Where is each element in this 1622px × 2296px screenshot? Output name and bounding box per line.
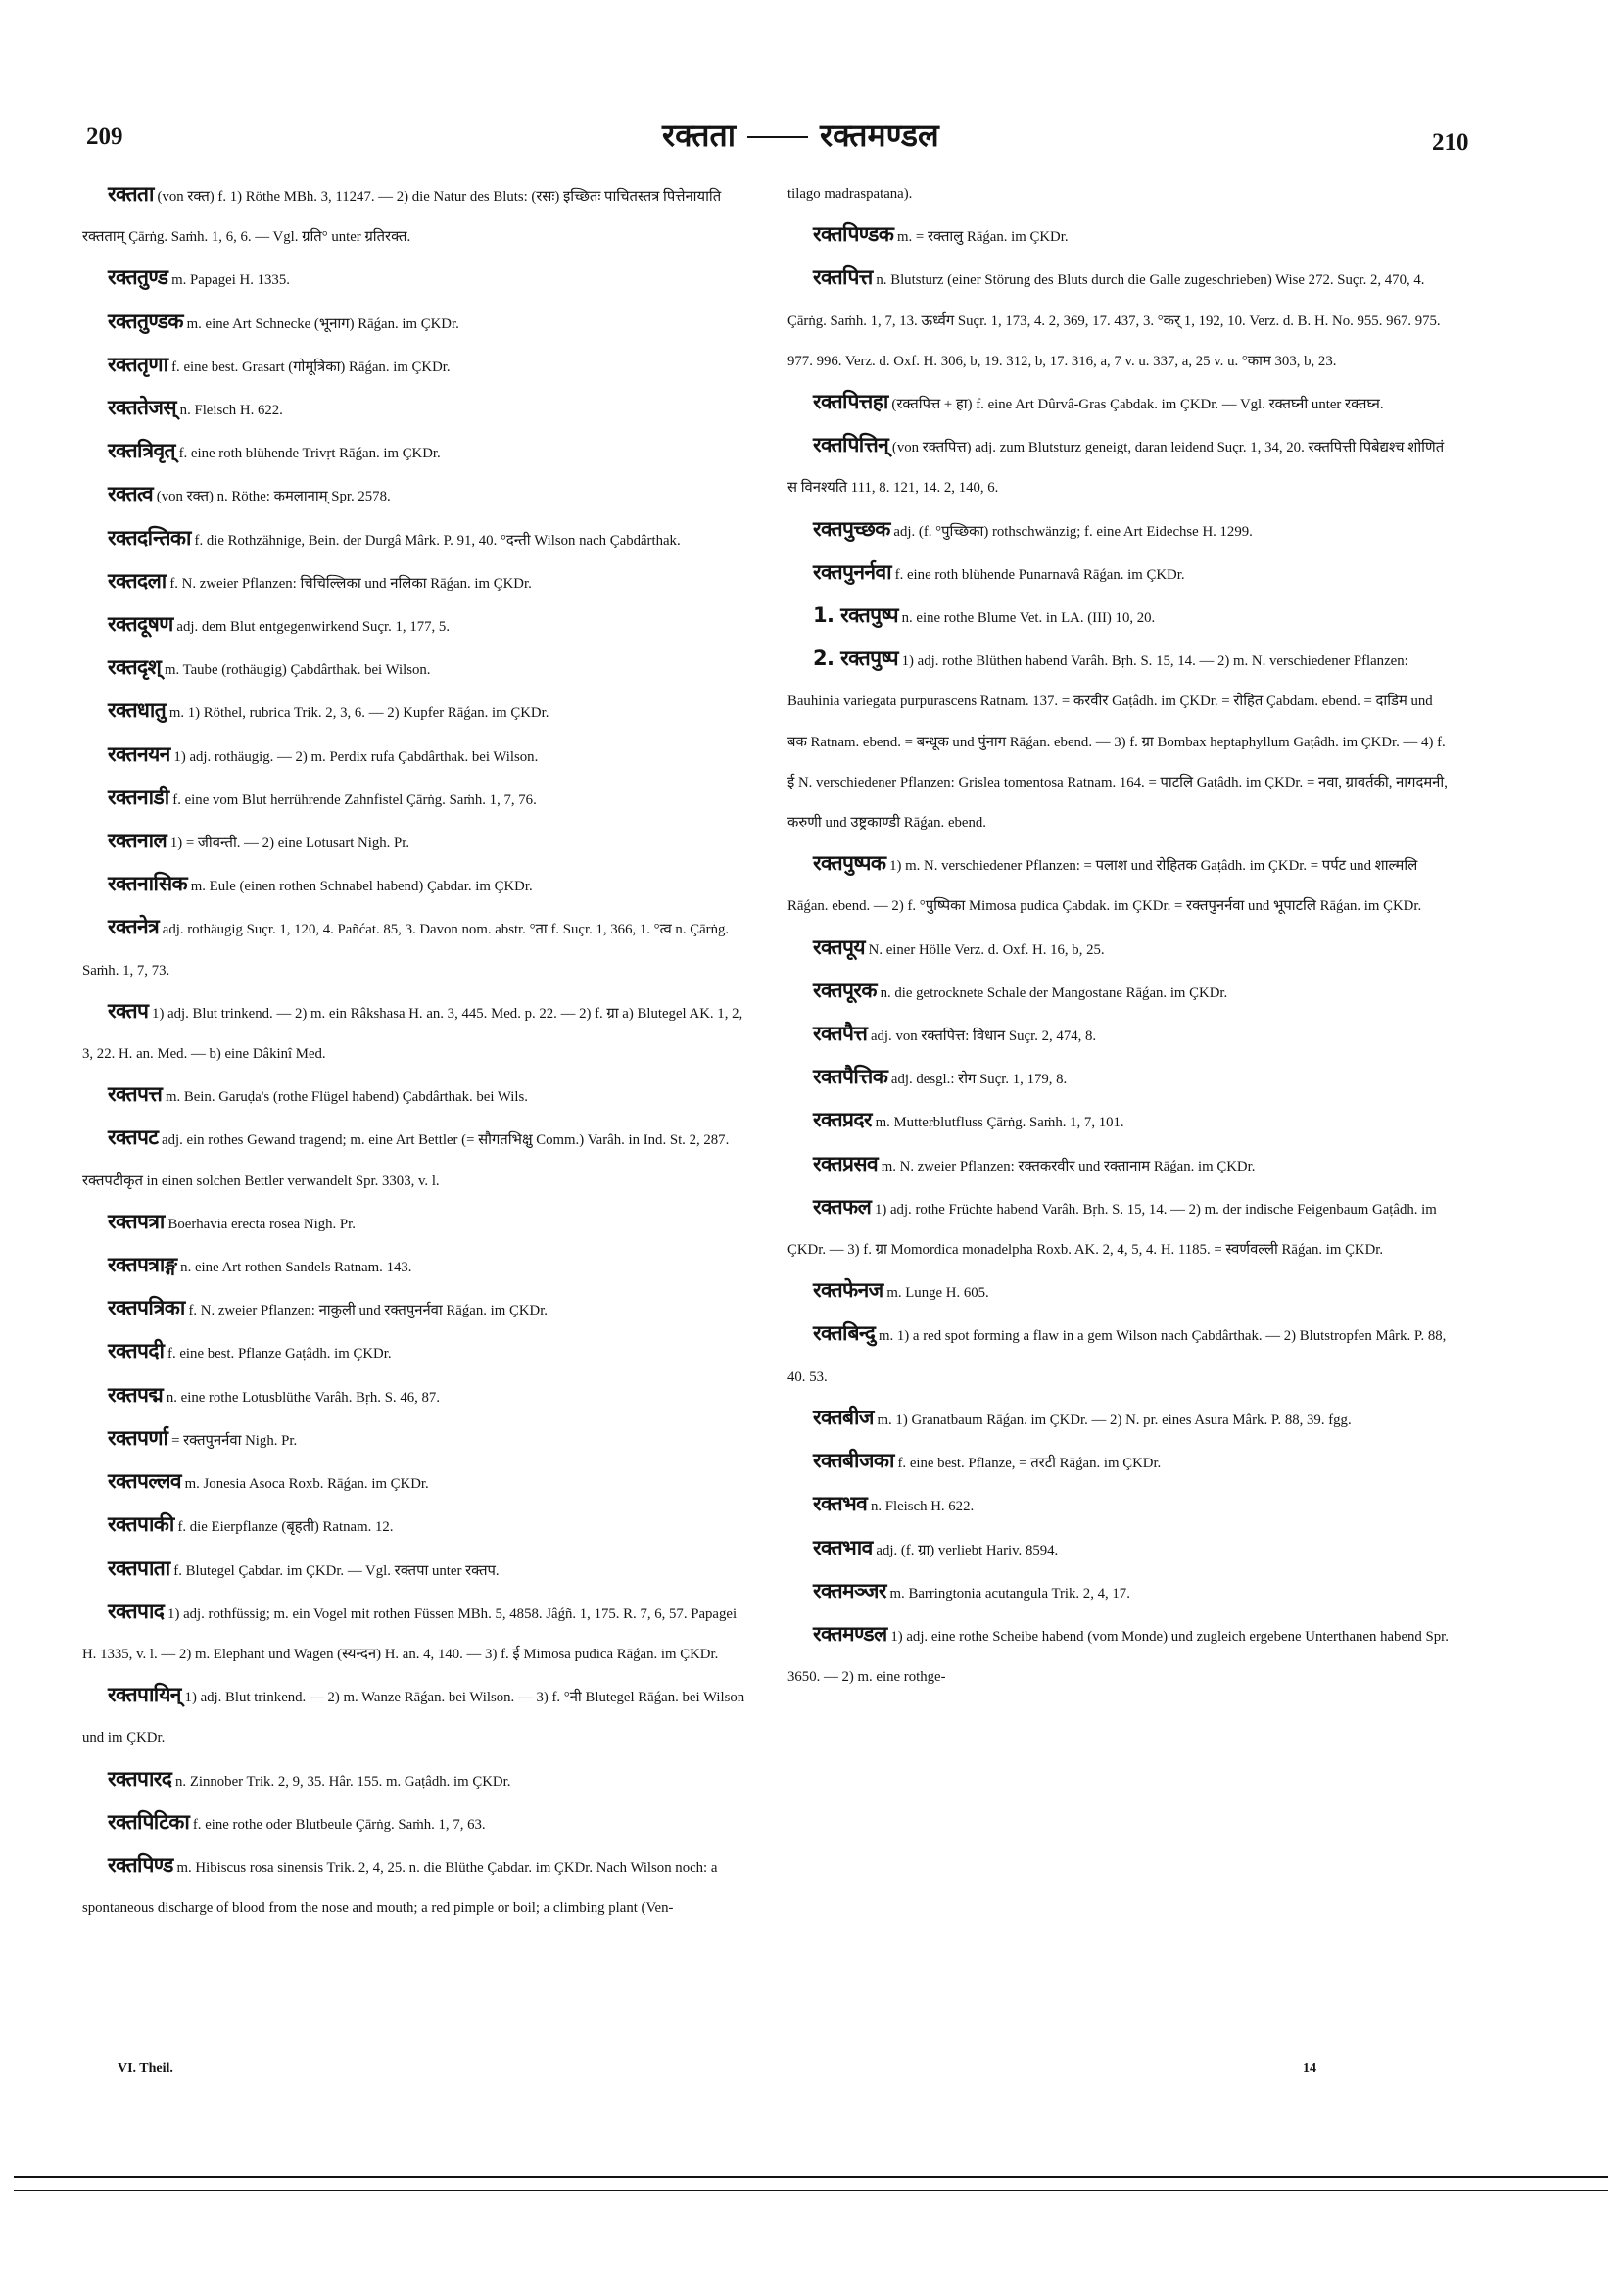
entry-headword: रक्तमञ्जर bbox=[813, 1578, 886, 1602]
entry-text: 1) adj. eine rothe Scheibe habend (vom Monde) und zugleich ergebene Unterthanen habend Spr. 3650. — 2) m. eine rothge- bbox=[787, 1628, 1449, 1686]
entry-headword: रक्तपायिन् bbox=[108, 1683, 181, 1707]
dictionary-entry bbox=[82, 431, 746, 474]
volume-signature: VI. Theil. bbox=[118, 2061, 173, 2076]
entry-headword: रक्तदूषण bbox=[108, 612, 173, 637]
entry-headword: रक्तप्रसव bbox=[813, 1151, 879, 1175]
entry-text: m. Eule (einen rothen Schnabel habend) Çabdar. im ÇKDr. bbox=[187, 879, 533, 895]
dictionary-entry bbox=[787, 1484, 1452, 1527]
entry-headword: रक्तदला bbox=[108, 568, 167, 593]
dictionary-entry bbox=[82, 735, 746, 778]
entry-headword: रक्तपिण्ड bbox=[108, 1852, 173, 1877]
dictionary-entry bbox=[787, 1441, 1452, 1484]
entry-text: N. einer Hölle Verz. d. Oxf. H. 16, b, 25. bbox=[864, 941, 1105, 958]
entry-headword: रक्तपुष्पक bbox=[813, 851, 886, 876]
entry-headword: रक्तपूरक bbox=[813, 978, 877, 1002]
entry-headword: रक्तनाल bbox=[108, 829, 167, 853]
dictionary-entry bbox=[787, 1057, 1452, 1100]
entry-text: f. N. zweier Pflanzen: चिचिल्लिका und नलिका Rāǵan. im ÇKDr. bbox=[166, 575, 532, 592]
dictionary-entry bbox=[82, 1505, 746, 1548]
entry-headword: रक्तफल bbox=[813, 1194, 872, 1219]
entry-text: m. = रक्तालु Rāǵan. im ÇKDr. bbox=[893, 229, 1069, 246]
footer-rule-thin bbox=[14, 2190, 1608, 2191]
dictionary-entry bbox=[787, 1014, 1452, 1057]
entry-text: f. Blutegel Çabdar. im ÇKDr. — Vgl. रक्तपा unter रक्तप. bbox=[169, 1562, 500, 1579]
entry-headword: रक्तदन्तिका bbox=[108, 525, 191, 550]
entry-text: m. Bein. Garuḍa's (rothe Flügel habend) Çabdârthak. bei Wils. bbox=[162, 1089, 528, 1106]
header-dash bbox=[747, 136, 808, 138]
page-number-left: 209 bbox=[86, 123, 123, 150]
dictionary-entry bbox=[82, 821, 746, 864]
dictionary-entry bbox=[787, 1270, 1452, 1314]
entry-text: (रक्तपित्त + हा) f. eine Art Dûrvâ-Gras Çabdak. im ÇKDr. — Vgl. रक्तघ्नी unter रक्तघ्न. bbox=[887, 397, 1384, 413]
entry-text: 1) adj. rothfüssig; m. ein Vogel mit rothen Füssen MBh. 5, 4858. Jâǵñ. 1, 175. R. 7, 6, 57. Papagei H. 1335, v. l. — 2) m. Elephant und Wagen (स्यन्दन) H. an. 4, 140. — 3) f. ई Mimosa pudica Rāǵan. im ÇKDr. bbox=[82, 1605, 738, 1662]
dictionary-entry bbox=[82, 1075, 746, 1118]
dictionary-entry bbox=[787, 552, 1452, 596]
entry-headword: रक्तभाव bbox=[813, 1535, 873, 1559]
entry-text: m. Hibiscus rosa sinensis Trik. 2, 4, 25. n. die Blüthe Çabdar. im ÇKDr. Nach Wilson noch: a spontaneous discharge of blood from the nose and mouth; a red pimple or boil; a climbing plant (Ven- bbox=[82, 1859, 718, 1917]
entry-headword: रक्तबीजका bbox=[813, 1449, 894, 1473]
dictionary-entry bbox=[82, 691, 746, 734]
entry-text: 1) adj. Blut trinkend. — 2) m. ein Râkshasa H. an. 3, 445. Med. p. 22. — 2) f. ग्रा a) Blutegel AK. 1, 2, 3, 22. H. an. Med. — b) eine Dâkinî Med. bbox=[82, 1005, 743, 1063]
entry-text: adj. ein rothes Gewand tragend; m. eine Art Bettler (= सौगतभिक्षु Comm.) Varâh. in Ind. St. 2, 287. रक्तपटीकृत in einen solchen Bettler verwandelt Spr. 3303, v. l. bbox=[82, 1132, 730, 1189]
entry-headword: रक्तता bbox=[108, 182, 154, 206]
entry-text: n. Zinnober Trik. 2, 9, 35. Hâr. 155. m. Gaṭâdh. im ÇKDr. bbox=[171, 1773, 511, 1790]
entry-headword: रक्तपत्त bbox=[108, 1082, 163, 1107]
dictionary-entry bbox=[787, 596, 1452, 639]
dictionary-entry bbox=[787, 174, 1452, 215]
entry-text: (von रक्त) n. Röthe: कमलानाम् Spr. 2578. bbox=[153, 489, 391, 505]
dictionary-entry bbox=[82, 1331, 746, 1374]
entry-headword: रक्तप bbox=[108, 998, 149, 1023]
dictionary-entry bbox=[787, 971, 1452, 1014]
entry-text: f. eine vom Blut herrührende Zahnfistel Çārṅg. Saṁh. 1, 7, 76. bbox=[168, 791, 537, 808]
entry-text: f. die Rothzähnige, Bein. der Durgâ Mârk. P. 91, 40. °दन्ती Wilson nach Çabdârthak. bbox=[190, 532, 681, 549]
dictionary-entry bbox=[787, 425, 1452, 508]
entry-text: adj. (f. ग्रा) verliebt Hariv. 8594. bbox=[872, 1542, 1059, 1558]
dictionary-entry bbox=[82, 518, 746, 561]
entry-text: f. eine best. Grasart (गोमूत्रिका) Rāǵan. im ÇKDr. bbox=[167, 359, 451, 375]
entry-text: adj. rothäugig Suçr. 1, 120, 4. Pañćat. 85, 3. Davon nom. abstr. °ता f. Suçr. 1, 366, 1. °त्व n. Çārṅg. Saṁh. 1, 7, 73. bbox=[82, 922, 730, 979]
dictionary-entry bbox=[82, 174, 746, 258]
dictionary-entry bbox=[787, 509, 1452, 552]
entry-text: n. eine rothe Lotusblüthe Varâh. Bṛh. S. 46, 87. bbox=[163, 1389, 441, 1406]
dictionary-entry bbox=[82, 1802, 746, 1845]
entry-headword: रक्तपाता bbox=[108, 1555, 170, 1580]
entry-headword: रक्तपूय bbox=[813, 934, 865, 959]
entry-headword: रक्तपित्त bbox=[813, 265, 873, 290]
entry-headword: रक्तमण्डल bbox=[813, 1621, 887, 1646]
entry-headword: रक्तपदी bbox=[108, 1339, 165, 1363]
dictionary-entry bbox=[787, 1571, 1452, 1614]
footer-rule bbox=[14, 2176, 1608, 2178]
entry-text: n. Blutsturz (einer Störung des Bluts durch die Galle zugeschrieben) Wise 272. Suçr. 2, 470, 4. Çārṅg. Saṁh. 1, 7, 13. ऊर्ध्वग Suçr. 1, 173, 4. 2, 369, 17. 437, 3. °कर् 1, 192, 10. Verz. d. B. H. No. 955. 967. 975. 977. 996. Verz. d. Oxf. H. 306, b, 19. 312, b, 17. 316, a, 7 v. u. 337, a, 25 v. u. °काम 303, b, 23. bbox=[787, 272, 1441, 369]
entry-text: f. N. zweier Pflanzen: नाकुली und रक्तपुनर्नवा Rāǵan. im ÇKDr. bbox=[184, 1303, 549, 1319]
entry-text: m. 1) Röthel, rubrica Trik. 2, 3, 6. — 2) Kupfer Rāǵan. im ÇKDr. bbox=[166, 705, 549, 722]
dictionary-entry bbox=[82, 991, 746, 1075]
entry-headword: 1. रक्तपुष्प bbox=[813, 603, 898, 628]
entry-text: m. Jonesia Asoca Roxb. Rāǵan. im ÇKDr. bbox=[180, 1476, 429, 1493]
dictionary-entry bbox=[787, 1314, 1452, 1397]
entry-text: n. Fleisch H. 622. bbox=[867, 1499, 975, 1515]
entry-headword: रक्तपत्रा bbox=[108, 1209, 165, 1233]
entry-headword: रक्तप्रदर bbox=[813, 1108, 872, 1132]
entry-headword: रक्तपुनर्नवा bbox=[813, 559, 891, 584]
entry-text: n. die getrocknete Schale der Mangostane Rāǵan. im ÇKDr. bbox=[876, 984, 1228, 1001]
entry-headword: रक्तपल्लव bbox=[108, 1469, 181, 1494]
entry-text: (von रक्त) f. 1) Röthe MBh. 3, 11247. — 2) die Natur des Bluts: (रसः) इच्छितः पाचितस्तत्र पित्तेनायाति रक्तताम् Çārṅg. Saṁh. 1, 6, 6. — Vgl. ग्रति° unter ग्रतिरक्त. bbox=[82, 189, 722, 246]
entry-text: adj. desgl.: रोग Suçr. 1, 179, 8. bbox=[887, 1072, 1068, 1088]
dictionary-entry bbox=[82, 1845, 746, 1929]
entry-text: 1) = जीवन्ती. — 2) eine Lotusart Nigh. Pr. bbox=[167, 836, 410, 852]
entry-headword: रक्तधातु bbox=[108, 698, 167, 723]
entry-text: n. eine Art rothen Sandels Ratnam. 143. bbox=[176, 1260, 412, 1276]
dictionary-entry bbox=[82, 1202, 746, 1245]
entry-headword: रक्ततुण्ड bbox=[108, 265, 168, 290]
dictionary-entry bbox=[787, 1100, 1452, 1143]
entry-headword: रक्तबीज bbox=[813, 1405, 874, 1429]
entry-text: m. 1) Granatbaum Rāǵan. im ÇKDr. — 2) N. pr. eines Asura Mârk. P. 88, 39. fgg. bbox=[873, 1411, 1352, 1428]
header-last-word: रक्तमण्डल bbox=[820, 117, 939, 154]
folio-number: 14 bbox=[1303, 2061, 1316, 2076]
entry-text: adj. von रक्तपित्त: विधान Suçr. 2, 474, 8. bbox=[867, 1028, 1097, 1045]
entry-headword: रक्ततेजस् bbox=[108, 396, 176, 420]
left-column bbox=[82, 174, 746, 1929]
entry-text: m. N. zweier Pflanzen: रक्तकरवीर und रक्तानाम Rāǵan. im ÇKDr. bbox=[878, 1158, 1256, 1174]
entry-text: adj. (f. °पुच्छिका) rothschwänzig; f. eine Art Eidechse H. 1299. bbox=[889, 523, 1253, 540]
entry-text: m. Papagei H. 1335. bbox=[167, 272, 290, 289]
entry-headword: रक्तपिण्डक bbox=[813, 222, 894, 247]
dictionary-entry bbox=[82, 604, 746, 647]
dictionary-entry bbox=[82, 388, 746, 431]
entry-headword: रक्तपद्म bbox=[108, 1382, 164, 1407]
entry-headword: रक्तनासिक bbox=[108, 872, 188, 896]
entry-headword: रक्तपट bbox=[108, 1125, 159, 1150]
dictionary-entry bbox=[82, 1375, 746, 1418]
entry-text: adj. dem Blut entgegenwirkend Suçr. 1, 177, 5. bbox=[172, 619, 451, 636]
entry-text: f. eine roth blühende Punarnavâ Rāǵan. im ÇKDr. bbox=[890, 566, 1185, 583]
dictionary-entry bbox=[82, 1461, 746, 1505]
entry-text: f. eine best. Pflanze Gaṭâdh. im ÇKDr. bbox=[164, 1346, 392, 1363]
dictionary-entry bbox=[82, 1759, 746, 1802]
dictionary-entry bbox=[82, 1418, 746, 1461]
entry-headword: रक्तनेत्र bbox=[108, 915, 160, 939]
entry-headword: रक्तपुच्छक bbox=[813, 516, 890, 541]
dictionary-entry bbox=[787, 1528, 1452, 1571]
header-first-word: रक्तता bbox=[662, 117, 737, 154]
dictionary-entry bbox=[82, 561, 746, 604]
entry-headword: रक्तत्रिवृत् bbox=[108, 439, 175, 463]
entry-text: 1) adj. Blut trinkend. — 2) m. Wanze Rāǵan. bei Wilson. — 3) f. °नी Blutegel Rāǵan. bei Wilson und im ÇKDr. bbox=[82, 1690, 745, 1746]
entry-text: m. Barringtonia acutangula Trik. 2, 4, 17. bbox=[885, 1585, 1130, 1602]
dictionary-entry bbox=[82, 1592, 746, 1675]
entry-headword: रक्तदृश् bbox=[108, 655, 162, 680]
dictionary-entry bbox=[82, 345, 746, 388]
dictionary-entry bbox=[82, 864, 746, 907]
dictionary-entry bbox=[787, 639, 1452, 843]
entry-headword: रक्तत्व bbox=[108, 482, 154, 506]
entry-text: m. eine Art Schnecke (भूनाग) Rāǵan. im ÇKDr. bbox=[182, 315, 459, 332]
dictionary-entry bbox=[82, 778, 746, 821]
entry-text: 1) adj. rothe Blüthen habend Varâh. Bṛh. S. 15, 14. — 2) m. N. verschiedener Pflanzen: Bauhinia variegata purpurascens Ratnam. 137. = करवीर Gaṭâdh. im ÇKDr. = रोहित Çabdam. ebend. = दाडिम und बक Ratnam. ebend. = बन्धूक und पुंनाग Rāǵan. ebend. — 3) f. ग्रा Bombax heptaphyllum Gaṭâdh. im ÇKDr. — 4) f. ई N. verschiedener Pflanzen: Grislea tomentosa Ratnam. 164. = पाटलि Gaṭâdh. im ÇKDr. = नवा, ग्रावर्तकी, नागदमनी, करुणी und उष्ट्रकाण्डी Rāǵan. ebend. bbox=[787, 653, 1448, 832]
entry-headword: रक्तपर्णा bbox=[108, 1425, 168, 1450]
entry-text: m. Mutterblutfluss Çārṅg. Saṁh. 1, 7, 101. bbox=[871, 1115, 1124, 1131]
entry-headword: रक्तभव bbox=[813, 1492, 868, 1516]
entry-headword: रक्तफेनज bbox=[813, 1278, 883, 1303]
dictionary-entry bbox=[787, 1614, 1452, 1698]
right-column bbox=[787, 174, 1452, 1698]
entry-text: (von रक्तपित्त) adj. zum Blutsturz geneigt, daran leidend Suçr. 1, 34, 20. रक्तपित्ती पिबेद्यश्च शोणितं स विनश्यति 111, 8. 121, 14. 2, 140, 6. bbox=[787, 440, 1445, 497]
dictionary-entry bbox=[787, 1144, 1452, 1187]
dictionary-entry bbox=[82, 302, 746, 345]
entry-headword: रक्तपत्राङ्ग bbox=[108, 1253, 177, 1277]
dictionary-entry bbox=[82, 1675, 746, 1758]
entry-headword: रक्तपैत्तिक bbox=[813, 1065, 888, 1089]
entry-text: m. Taube (rothäugig) Çabdârthak. bei Wilson. bbox=[161, 662, 431, 679]
entry-text: 1) adj. rothe Früchte habend Varâh. Bṛh. S. 15, 14. — 2) m. der indische Feigenbaum Gaṭâdh. im ÇKDr. — 3) f. ग्रा Momordica monadelpha Roxb. AK. 2, 4, 5, 4. H. 1185. = स्वर्णवल्ली Rāǵan. im ÇKDr. bbox=[787, 1201, 1437, 1259]
page-number-right: 210 bbox=[1432, 129, 1469, 156]
entry-headword: रक्तपित्तिन् bbox=[813, 433, 889, 457]
entry-headword: रक्तपिटिका bbox=[108, 1809, 190, 1834]
entry-headword: रक्ततुण्डक bbox=[108, 309, 183, 333]
entry-text: f. eine best. Pflanze, = तरटी Rāǵan. im ÇKDr. bbox=[893, 1456, 1162, 1472]
entry-text: Boerhavia erecta rosea Nigh. Pr. bbox=[164, 1216, 356, 1232]
dictionary-entry bbox=[787, 928, 1452, 971]
dictionary-entry bbox=[787, 1398, 1452, 1441]
dictionary-entry bbox=[82, 1549, 746, 1592]
dictionary-entry bbox=[82, 647, 746, 691]
dictionary-entry bbox=[787, 258, 1452, 382]
entry-headword: रक्ततृणा bbox=[108, 352, 168, 376]
entry-headword: रक्तपाद bbox=[108, 1599, 165, 1623]
dictionary-entry bbox=[787, 215, 1452, 258]
entry-text: f. eine rothe oder Blutbeule Çārṅg. Saṁh. 1, 7, 63. bbox=[189, 1816, 486, 1833]
running-header bbox=[662, 114, 939, 156]
dictionary-entry bbox=[82, 1245, 746, 1288]
entry-text: f. eine roth blühende Trivṛt Rāǵan. im ÇKDr. bbox=[174, 446, 441, 462]
entry-text: f. die Eierpflanze (बृहती) Ratnam. 12. bbox=[173, 1519, 394, 1536]
dictionary-entry bbox=[82, 1288, 746, 1331]
dictionary-entry bbox=[787, 1187, 1452, 1270]
entry-text: n. eine rothe Blume Vet. in LA. (III) 10, 20. bbox=[897, 610, 1156, 627]
entry-text: 1) adj. rothäugig. — 2) m. Perdix rufa Çabdârthak. bei Wilson. bbox=[169, 748, 539, 765]
entry-headword: रक्तपाकी bbox=[108, 1512, 174, 1537]
entry-headword: रक्तबिन्दु bbox=[813, 1321, 876, 1346]
entry-headword: रक्तपत्रिका bbox=[108, 1296, 185, 1320]
dictionary-entry bbox=[82, 1118, 746, 1201]
dictionary-entry bbox=[787, 843, 1452, 927]
dictionary-entry bbox=[787, 382, 1452, 425]
entry-headword: रक्तपित्तहा bbox=[813, 390, 888, 414]
entry-headword: रक्तपारद bbox=[108, 1766, 172, 1791]
entry-text: tilago madraspatana). bbox=[787, 186, 913, 202]
entry-text: n. Fleisch H. 622. bbox=[175, 403, 283, 419]
entry-text: = रक्तपुनर्नवा Nigh. Pr. bbox=[167, 1432, 298, 1449]
entry-headword: रक्तपैत्त bbox=[813, 1022, 868, 1046]
entry-headword: रक्तनयन bbox=[108, 741, 170, 766]
entry-text: m. Lunge H. 605. bbox=[883, 1285, 989, 1302]
dictionary-entry bbox=[82, 907, 746, 990]
entry-text: m. 1) a red spot forming a flaw in a gem Wilson nach Çabdârthak. — 2) Blutstropfen Mârk. P. 88, 40. 53. bbox=[787, 1328, 1447, 1385]
entry-text: 1) m. N. verschiedener Pflanzen: = पलाश und रोहितक Gaṭâdh. im ÇKDr. = पर्पट und शाल्मलि Rāǵan. ebend. — 2) f. °पुष्पिका Mimosa pudica Çabdak. im ÇKDr. = रक्तपुनर्नवा und भूपाटलि Rāǵan. im ÇKDr. bbox=[787, 858, 1422, 915]
dictionary-entry bbox=[82, 258, 746, 301]
entry-headword: 2. रक्तपुष्प bbox=[813, 646, 898, 671]
dictionary-entry bbox=[82, 474, 746, 517]
entry-headword: रक्तनाडी bbox=[108, 785, 169, 809]
